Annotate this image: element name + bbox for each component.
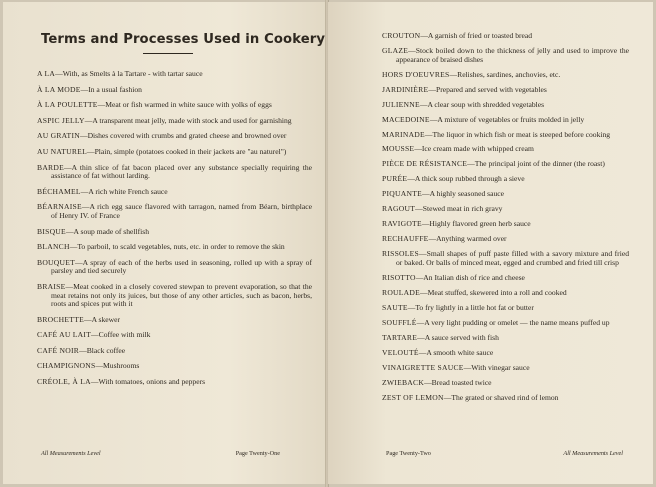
- entry-definition: —A very light pudding or omelet — the name means puffed up: [416, 317, 610, 327]
- entry-definition: —Stock boiled down to the thickness of jelly and used to improve the appearance of braised dishes: [396, 45, 629, 64]
- glossary-entry: [37, 331, 312, 340]
- glossary-entry: [37, 188, 312, 197]
- entry-definition: —A mixture of vegetables or fruits molded in jelly: [429, 114, 585, 124]
- glossary-entry: [382, 364, 629, 373]
- glossary-entry: [382, 116, 629, 125]
- entry-definition: —The grated or shaved rind of lemon: [443, 392, 559, 402]
- glossary-entry: [382, 205, 629, 214]
- entry-definition: —The liquor in which fish or meat is steeped before cooking: [424, 129, 611, 139]
- entry-definition: —Bread toasted twice: [424, 377, 492, 387]
- entry-term: ZWIEBACK: [382, 377, 425, 387]
- entry-definition: —A spray of each of the herbs used in seasoning, rolled up with a spray of parsley and tied securely: [51, 257, 312, 276]
- entry-term: CAFÉ NOIR: [37, 345, 80, 355]
- entry-definition: —Mushrooms: [95, 361, 140, 371]
- entry-definition: —A rich egg sauce flavored with tarragon, named from Béarn, birthplace of Henry IV. of France: [51, 202, 312, 220]
- entry-term: VELOUTÉ: [382, 347, 419, 357]
- entry-definition: —A soup made of shellfish: [65, 226, 150, 236]
- glossary-entry: [37, 259, 312, 276]
- glossary-entry: [37, 243, 312, 252]
- entry-definition: —Meat or fish warmed in white sauce with yolks of eggs: [97, 100, 272, 110]
- entry-definition: —Dishes covered with crumbs and grated cheese and browned over: [79, 131, 287, 141]
- glossary-entry: [37, 283, 312, 309]
- entry-term: HORS D'OEUVRES: [382, 69, 450, 79]
- entry-term: GLAZE: [382, 45, 409, 55]
- entry-definition: —A transparent meat jelly, made with stock and used for garnishing: [84, 115, 292, 125]
- entry-definition: —Stewed meat in rich gravy: [415, 204, 503, 214]
- glossary-entry: [382, 274, 629, 283]
- entry-term: SAUTE: [382, 302, 408, 312]
- entry-definition: —A smooth white sauce: [418, 347, 494, 357]
- glossary-entry: [382, 334, 629, 343]
- entry-definition: —To fry lightly in a little hot fat or butter: [407, 302, 534, 312]
- glossary-entry: [382, 304, 629, 313]
- glossary-entry: [37, 117, 312, 126]
- entry-definition: —A clear soup with shredded vegetables: [419, 99, 545, 109]
- entry-term: PIÈCE DE RÉSISTANCE: [382, 159, 468, 169]
- entry-definition: —With vinegar sauce: [463, 362, 530, 372]
- entry-definition: —In a usual fashion: [80, 84, 142, 94]
- entry-term: CHAMPIGNONS: [37, 361, 96, 371]
- entry-definition: —A rich white French sauce: [80, 186, 168, 196]
- entry-term: BOUQUET: [37, 257, 76, 267]
- entry-term: AU NATUREL: [37, 146, 87, 156]
- glossary-entry: [382, 160, 629, 169]
- glossary-entry: [382, 145, 629, 154]
- glossary-entry: [37, 164, 312, 181]
- entry-term: MACEDOINE: [382, 114, 430, 124]
- entry-definition: —Highly flavored green herb sauce: [421, 219, 531, 229]
- entry-definition: —Black coffee: [79, 345, 126, 355]
- glossary-entry: [382, 86, 629, 95]
- entry-definition: —Small shapes of puff paste filled with a savory mixture and fried or baked. Or balls of minced meat, egged and crumbed and fried till crisp: [396, 249, 629, 267]
- glossary-entry: [382, 349, 629, 358]
- page-title: Terms and Processes Used in Cookery: [41, 32, 326, 47]
- entry-definition: —The principal joint of the dinner (the roast): [467, 159, 605, 169]
- glossary-entry: [382, 250, 629, 267]
- left-page-number: Page Twenty-One: [235, 450, 280, 457]
- entry-term: ZEST OF LEMON: [382, 392, 444, 402]
- entry-term: PURÉE: [382, 174, 408, 184]
- left-glossary-list: [37, 70, 312, 387]
- entry-term: BLANCH: [37, 242, 70, 252]
- glossary-entry: [382, 379, 629, 388]
- entry-term: CRÉOLE, À LA: [37, 377, 91, 387]
- entry-term: CAFÉ AU LAIT: [37, 330, 92, 340]
- glossary-entry: [37, 316, 312, 325]
- entry-definition: —Meat cooked in a closely covered stewpan to prevent evaporation, so that the meat retains not only its juices, but those of any other articles, such as bacon, herbs, roots and spices put with it: [51, 281, 312, 309]
- entry-term: BÉARNAISE: [37, 202, 82, 212]
- entry-definition: —Anything warmed over: [428, 234, 507, 244]
- glossary-entry: [382, 131, 629, 140]
- entry-definition: —Plain, simple (potatoes cooked in their jackets are "au naturel"): [86, 146, 287, 156]
- entry-definition: —A thin slice of fat bacon placed over any substance specially requiring the assistance of fat without larding.: [51, 162, 312, 181]
- entry-term: RAGOUT: [382, 204, 416, 214]
- glossary-entry: [382, 71, 629, 80]
- glossary-entry: [37, 203, 312, 220]
- entry-definition: —Meat stuffed, skewered into a roll and cooked: [420, 287, 567, 297]
- entry-definition: —A sauce served with fish: [417, 332, 499, 342]
- glossary-entry: [382, 47, 629, 64]
- entry-definition: —Relishes, sardines, anchovies, etc.: [449, 69, 561, 79]
- title-underline: [143, 53, 193, 54]
- entry-term: À LA POULETTE: [37, 100, 98, 110]
- entry-definition: —Ice cream made with whipped cream: [414, 144, 534, 154]
- glossary-entry: [382, 190, 629, 199]
- entry-term: JULIENNE: [382, 99, 420, 109]
- entry-term: ROULADE: [382, 287, 421, 297]
- entry-definition: —A garnish of fried or toasted bread: [420, 31, 533, 40]
- glossary-entry: [382, 101, 629, 110]
- entry-term: AU GRATIN: [37, 131, 80, 141]
- right-page-number: Page Twenty-Two: [386, 450, 431, 457]
- entry-term: BISQUE: [37, 226, 66, 236]
- entry-term: TARTARE: [382, 332, 418, 342]
- entry-term: BARDE: [37, 162, 64, 172]
- entry-definition: —With, as Smelts à la Tartare - with tartar sauce: [55, 69, 203, 78]
- glossary-entry: [37, 347, 312, 356]
- entry-definition: —With tomatoes, onions and peppers: [90, 377, 206, 387]
- glossary-entry: [382, 220, 629, 229]
- glossary-entry: [37, 228, 312, 237]
- right-footer-note: All Measurements Level: [563, 450, 623, 457]
- entry-definition: —Coffee with milk: [91, 330, 151, 340]
- entry-term: RAVIGOTE: [382, 219, 422, 229]
- glossary-entry: [382, 289, 629, 298]
- entry-definition: —To parboil, to scald vegetables, nuts, etc. in order to remove the skin: [69, 242, 285, 252]
- entry-definition: —An Italian dish of rice and cheese: [415, 272, 525, 282]
- entry-definition: —A skewer: [83, 314, 121, 324]
- right-page: [328, 2, 653, 484]
- entry-term: A LA: [37, 69, 56, 78]
- glossary-entry: [37, 70, 312, 79]
- entry-term: CROUTON: [382, 31, 421, 40]
- glossary-entry: [37, 148, 312, 157]
- glossary-entry: [382, 319, 629, 328]
- entry-term: BÉCHAMEL: [37, 186, 81, 196]
- glossary-entry: [382, 175, 629, 184]
- glossary-entry: [382, 235, 629, 244]
- left-page: [3, 2, 326, 484]
- left-footer-note: All Measurements Level: [41, 450, 101, 457]
- entry-term: RISOTTO: [382, 272, 416, 282]
- entry-definition: —A highly seasoned sauce: [421, 189, 505, 199]
- right-glossary-list: [382, 32, 629, 402]
- entry-term: SOUFFLÉ: [382, 317, 417, 327]
- entry-term: RISSOLES: [382, 249, 420, 259]
- entry-term: À LA MODE: [37, 84, 81, 94]
- glossary-entry: [37, 378, 312, 387]
- entry-term: ASPIC JELLY: [37, 115, 85, 125]
- entry-term: MARINADE: [382, 129, 425, 139]
- entry-term: BRAISE: [37, 281, 66, 291]
- entry-term: VINAIGRETTE SAUCE: [382, 362, 464, 372]
- entry-term: BROCHETTE: [37, 314, 84, 324]
- glossary-entry: [37, 362, 312, 371]
- entry-term: MOUSSE: [382, 144, 415, 154]
- glossary-entry: [37, 86, 312, 95]
- entry-term: JARDINIÈRE: [382, 84, 429, 94]
- entry-definition: —A thick soup rubbed through a sieve: [407, 174, 525, 184]
- entry-definition: —Prepared and served with vegetables: [428, 84, 547, 94]
- entry-term: PIQUANTE: [382, 189, 422, 199]
- glossary-entry: [382, 32, 629, 41]
- glossary-entry: [37, 101, 312, 110]
- entry-term: RECHAUFFE: [382, 234, 429, 244]
- glossary-entry: [37, 132, 312, 141]
- glossary-entry: [382, 394, 629, 403]
